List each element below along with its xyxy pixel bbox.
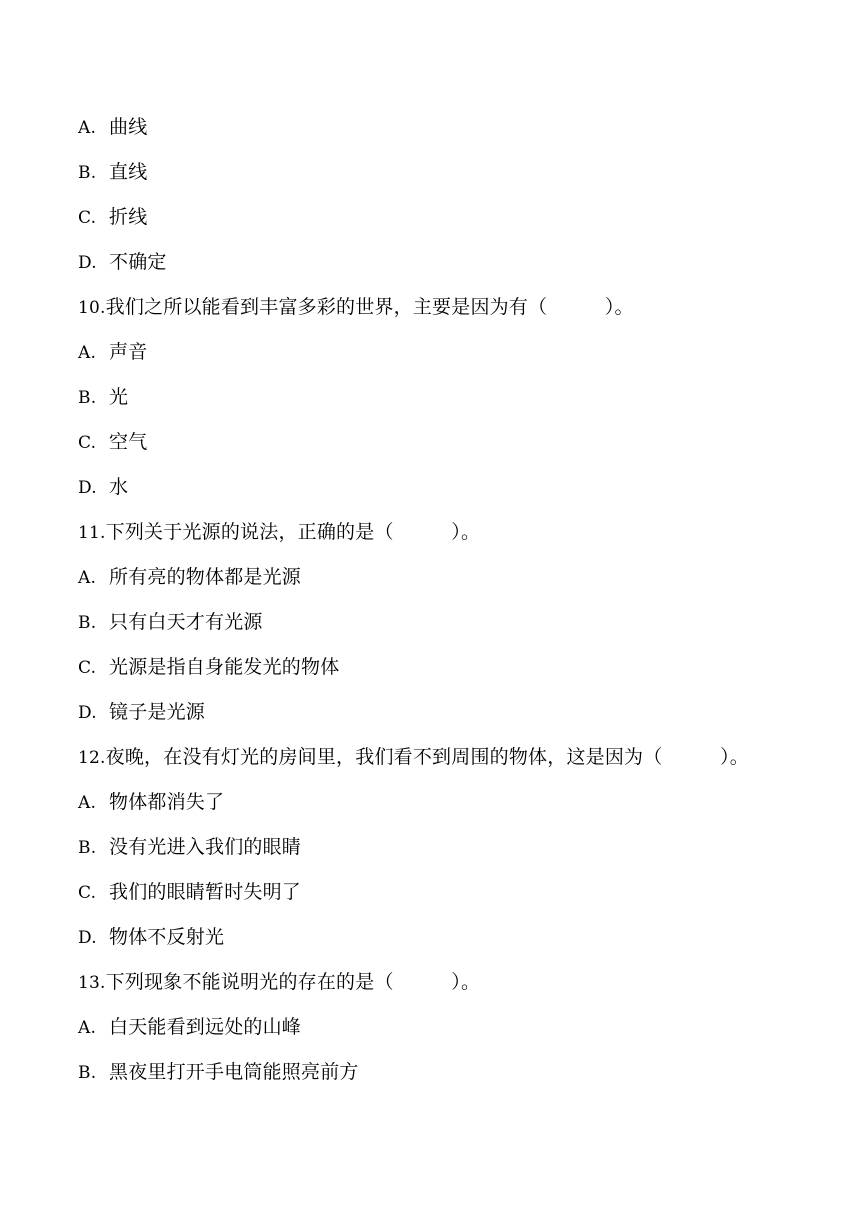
- option-letter: B.: [78, 1063, 97, 1083]
- option-letter: C.: [78, 433, 97, 453]
- option-text: 直线: [109, 161, 148, 183]
- option-b: [78, 607, 263, 637]
- option-text: 白天能看到远处的山峰: [109, 1016, 302, 1038]
- option-text: 物体不反射光: [109, 926, 225, 948]
- option-c: [78, 652, 339, 682]
- option-text: 不确定: [109, 251, 167, 273]
- question-number: 13.: [78, 973, 106, 993]
- option-text: 我们的眼睛暂时失明了: [109, 881, 302, 903]
- question-number: 11.: [78, 523, 106, 543]
- option-letter: D.: [78, 478, 97, 498]
- option-a: [78, 112, 147, 142]
- option-text: 光源是指自身能发光的物体: [109, 656, 340, 678]
- option-letter: A.: [78, 1018, 97, 1038]
- question-number: 12.: [78, 748, 106, 768]
- question-13: [78, 967, 480, 997]
- option-text: 黑夜里打开手电筒能照亮前方: [109, 1061, 359, 1083]
- option-text: 光: [109, 386, 129, 408]
- option-letter: C.: [78, 208, 97, 228]
- option-b: [78, 1057, 359, 1087]
- option-letter: A.: [78, 793, 97, 813]
- option-text: 声音: [109, 341, 148, 363]
- question-11: [78, 517, 480, 547]
- option-text: 只有白天才有光源: [109, 611, 263, 633]
- option-b: [78, 157, 147, 187]
- option-b: [78, 382, 128, 412]
- option-a: [78, 1012, 301, 1042]
- option-letter: A.: [78, 568, 97, 588]
- question-text: 下列现象不能说明光的存在的是（ ）。: [105, 971, 481, 993]
- option-letter: D.: [78, 928, 97, 948]
- option-d: [78, 697, 205, 727]
- option-letter: D.: [78, 253, 97, 273]
- question-number: 10.: [78, 298, 106, 318]
- option-letter: C.: [78, 883, 97, 903]
- option-c: [78, 202, 147, 232]
- option-text: 物体都消失了: [109, 791, 225, 813]
- option-text: 所有亮的物体都是光源: [109, 566, 302, 588]
- question-text: 夜晚，在没有灯光的房间里，我们看不到周围的物体，这是因为（ ）。: [105, 746, 749, 768]
- option-a: [78, 787, 224, 817]
- option-d: [78, 247, 167, 277]
- option-d: [78, 922, 224, 952]
- option-letter: A.: [78, 343, 97, 363]
- option-c: [78, 427, 147, 457]
- option-text: 空气: [109, 431, 148, 453]
- option-text: 水: [109, 476, 129, 498]
- option-a: [78, 337, 147, 367]
- option-letter: B.: [78, 613, 97, 633]
- option-letter: B.: [78, 163, 97, 183]
- option-b: [78, 832, 301, 862]
- option-letter: B.: [78, 388, 97, 408]
- option-text: 没有光进入我们的眼睛: [109, 836, 302, 858]
- option-letter: D.: [78, 703, 97, 723]
- option-text: 折线: [109, 206, 148, 228]
- question-10: [78, 292, 634, 322]
- question-text: 我们之所以能看到丰富多彩的世界，主要是因为有（ ）。: [105, 296, 634, 318]
- option-text: 曲线: [109, 116, 148, 138]
- option-a: [78, 562, 301, 592]
- option-letter: C.: [78, 658, 97, 678]
- option-letter: B.: [78, 838, 97, 858]
- question-12: [78, 742, 749, 772]
- question-text: 下列关于光源的说法，正确的是（ ）。: [105, 521, 481, 543]
- option-c: [78, 877, 301, 907]
- option-d: [78, 472, 128, 502]
- option-text: 镜子是光源: [109, 701, 206, 723]
- option-letter: A.: [78, 118, 97, 138]
